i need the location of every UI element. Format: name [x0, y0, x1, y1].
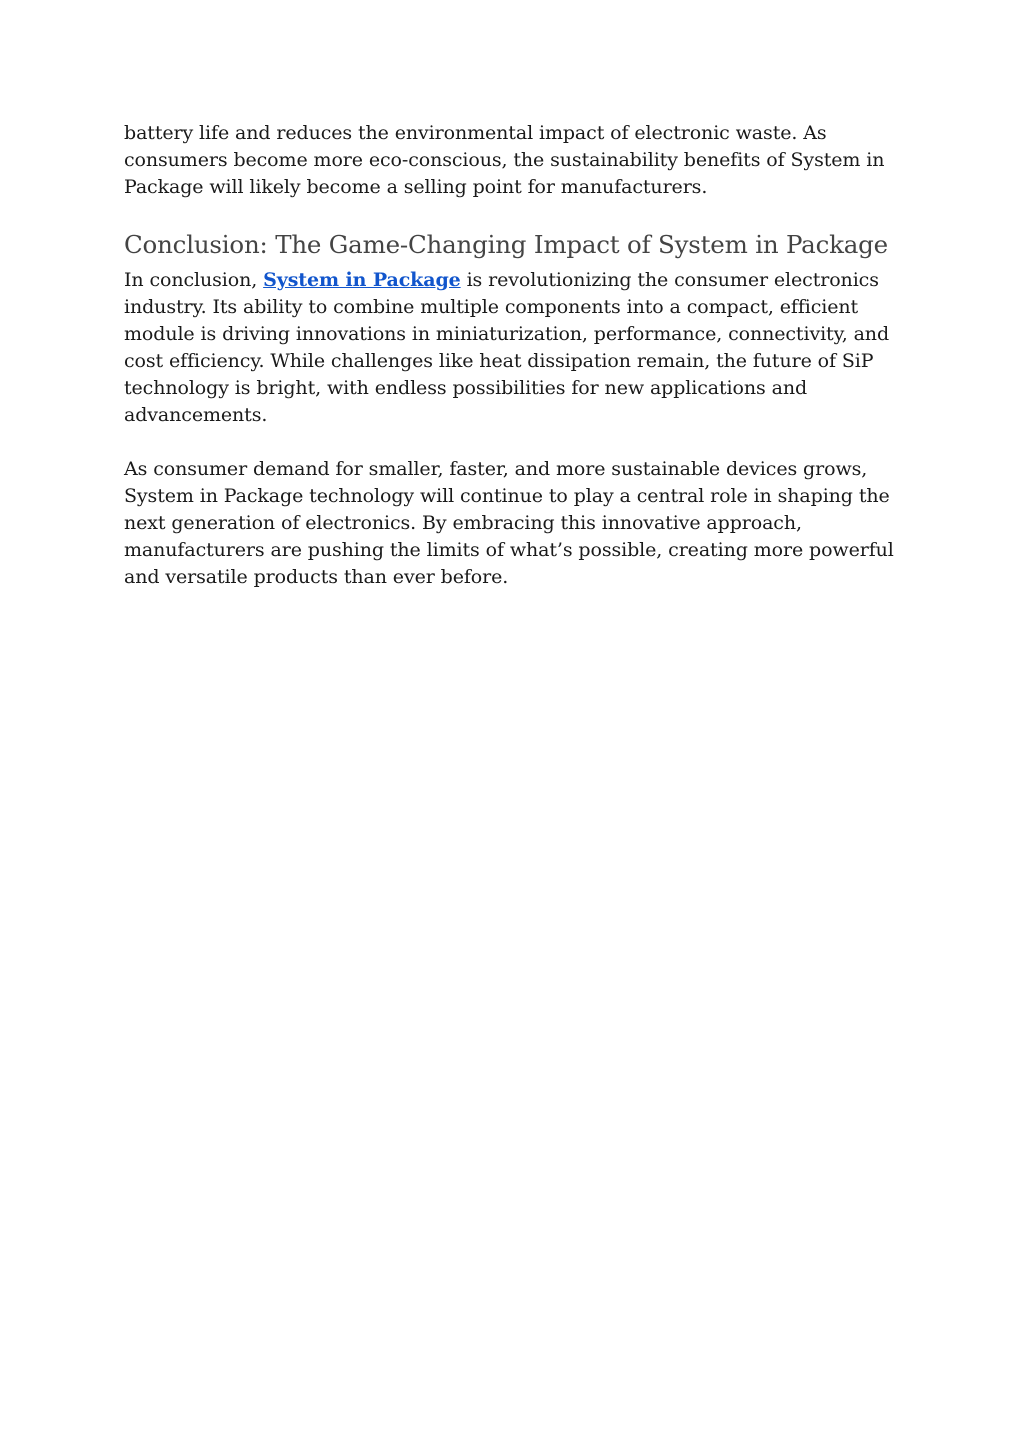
system-in-package-link[interactable]: System in Package — [263, 269, 461, 291]
section-heading-conclusion: Conclusion: The Game-Changing Impact of System in Package — [124, 230, 888, 259]
conclusion-paragraph — [124, 267, 904, 429]
conclusion-text-after-link: is revolutionizing the consumer electronics industry. Its ability to combine multiple components into a compact, efficient module is driving innovations in miniaturization, performance, connectivity, and cost efficiency. While challenges like heat dissipation remain, the future of SiP technology is bright, with endless possibilities for new applications and advancements. — [124, 269, 890, 426]
final-paragraph: As consumer demand for smaller, faster, and more sustainable devices grows, System in Package technology will continue to play a central role in shaping the next generation of electronics. By embracing this innovative approach, manufacturers are pushing the limits of what’s possible, creating more powerful and versatile products than ever before. — [124, 458, 894, 588]
intro-paragraph: battery life and reduces the environmental impact of electronic waste. As consumers become more eco-conscious, the sustainability benefits of System in Package will likely become a selling point for manufacturers. — [124, 122, 885, 198]
document-page — [124, 120, 904, 591]
conclusion-text-before-link: In conclusion, — [124, 269, 264, 291]
